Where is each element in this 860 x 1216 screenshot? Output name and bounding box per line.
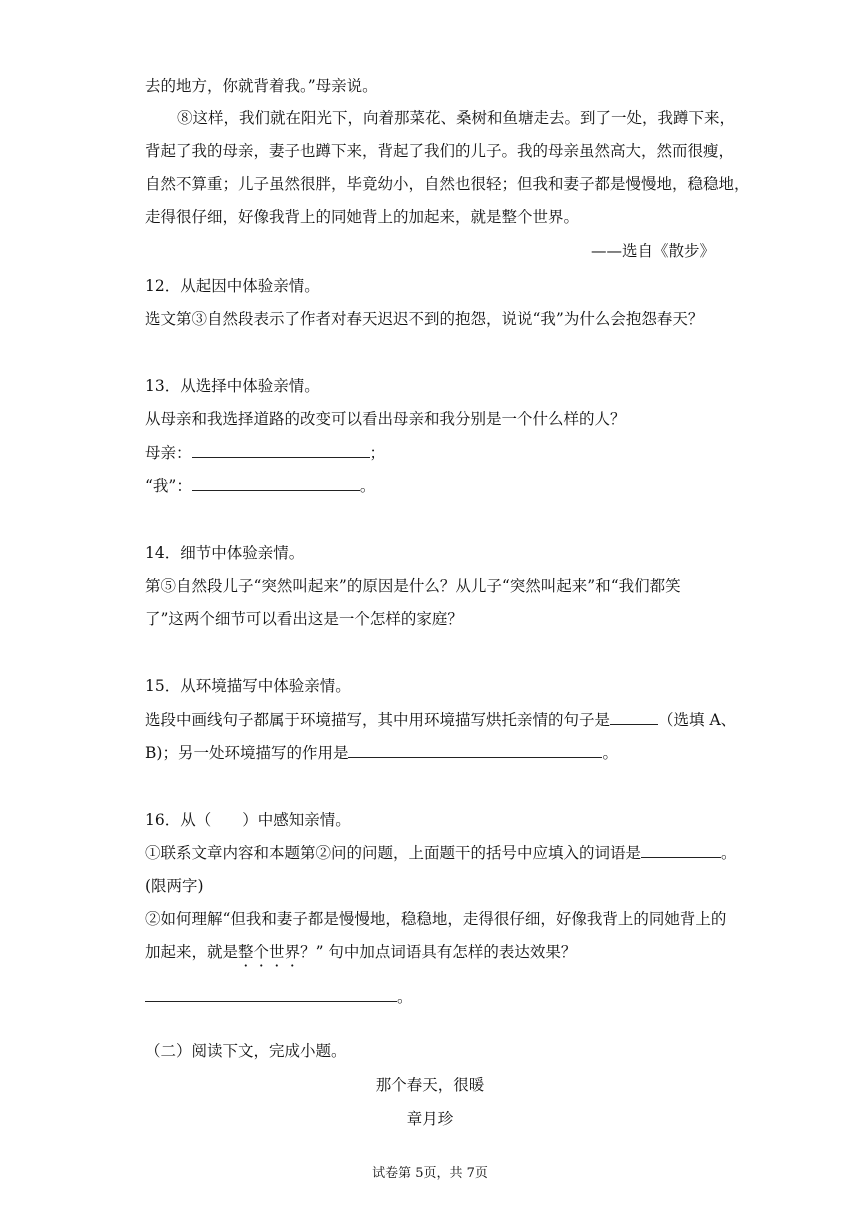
dotted-word-char: 整	[238, 943, 254, 961]
punctuation: 。	[359, 477, 376, 495]
article-title: 那个春天，很暖	[375, 1076, 485, 1094]
question-15-line-2	[145, 743, 618, 763]
punctuation: 。	[602, 744, 618, 762]
question-16-text: ①联系文章内容和本题第②问的问题，上面题干的括号中应填入的词语是	[145, 844, 642, 862]
passage-paragraph-8-line: 自然不算重；儿子虽然很胖，毕竟幼小，自然也很轻；但我和妻子都是慢慢地，稳稳地，	[145, 175, 750, 193]
punctuation: 。	[397, 988, 413, 1006]
mother-answer-blank[interactable]	[192, 443, 370, 458]
question-16-sub-2: ②如何理解“但我和妻子都是慢慢地，稳稳地，走得很仔细，好像我背上的同她背上的	[145, 910, 727, 928]
question-16-sub-1	[145, 843, 737, 863]
question-15-text: （选填 A、	[658, 711, 737, 729]
question-14-text: 了”这两个细节可以看出这是一个怎样的家庭？	[145, 610, 463, 628]
mother-label: 母亲：	[145, 444, 192, 462]
passage-paragraph-8-line: 背起了我的母亲，妻子也蹲下来，背起了我们的儿子。我的母亲虽然高大，然而很瘦，	[145, 142, 735, 160]
passage-line: 去的地方，你就背着我。”母亲说。	[145, 77, 378, 95]
function-answer-blank[interactable]	[348, 743, 602, 758]
passage-paragraph-8-line: ⑧这样，我们就在阳光下，向着那菜花、桑树和鱼塘走去。到了一处，我蹲下来，	[177, 109, 736, 127]
dotted-word-char: 世	[269, 943, 285, 961]
question-16-text: ？” 句中加点词语具有怎样的表达效果？	[300, 943, 577, 961]
question-16-sub-2-cont	[145, 942, 576, 962]
question-15-line-1	[145, 710, 736, 730]
question-16-answer-line	[145, 987, 413, 1007]
passage-paragraph-8-line: 走得很仔细，好像我背上的同她背上的加起来，就是整个世界。	[145, 208, 580, 226]
section-2-intro: （二）阅读下文，完成小题。	[145, 1042, 347, 1060]
me-answer-blank[interactable]	[192, 476, 360, 491]
dotted-word-char: 界	[284, 943, 301, 961]
question-12-title: 12．从起因中体验亲情。	[145, 277, 320, 295]
article-author: 章月珍	[406, 1110, 454, 1128]
dotted-word-char: 个	[253, 943, 270, 961]
question-14-text: 第⑤自然段儿子“突然叫起来”的原因是什么？从儿子“突然叫起来”和“我们都笑	[145, 577, 681, 595]
punctuation: ；	[369, 444, 386, 462]
passage-source: ——选自《散步》	[590, 242, 715, 260]
question-12-text: 选文第③自然段表示了作者对春天迟迟不到的抱怨，说说“我”为什么会抱怨春天？	[145, 310, 704, 328]
question-13-title: 13．从选择中体验亲情。	[145, 377, 320, 395]
question-15-text: 选段中画线句子都属于环境描写，其中用环境描写烘托亲情的句子是	[145, 711, 611, 729]
page-footer: 试卷第 5页，共 7页	[372, 1166, 488, 1181]
word-answer-blank[interactable]	[641, 843, 721, 858]
question-16-title: 16．从（ ）中感知亲情。	[145, 811, 351, 829]
question-13-mother-line	[145, 443, 385, 463]
question-13-me-line	[145, 476, 375, 496]
question-15-text: B)；另一处环境描写的作用是	[145, 744, 349, 762]
choice-blank[interactable]	[610, 710, 658, 725]
question-13-text: 从母亲和我选择道路的改变可以看出母亲和我分别是一个什么样的人？	[145, 410, 626, 428]
question-16-limit: (限两字)	[145, 877, 204, 895]
question-15-title: 15．从环境描写中体验亲情。	[145, 677, 351, 695]
punctuation: 。	[721, 844, 737, 862]
question-16-text: 加起来，就是	[145, 943, 239, 961]
effect-answer-blank[interactable]	[145, 987, 397, 1002]
question-14-title: 14．细节中体验亲情。	[145, 544, 305, 562]
me-label: “我”：	[145, 477, 192, 495]
